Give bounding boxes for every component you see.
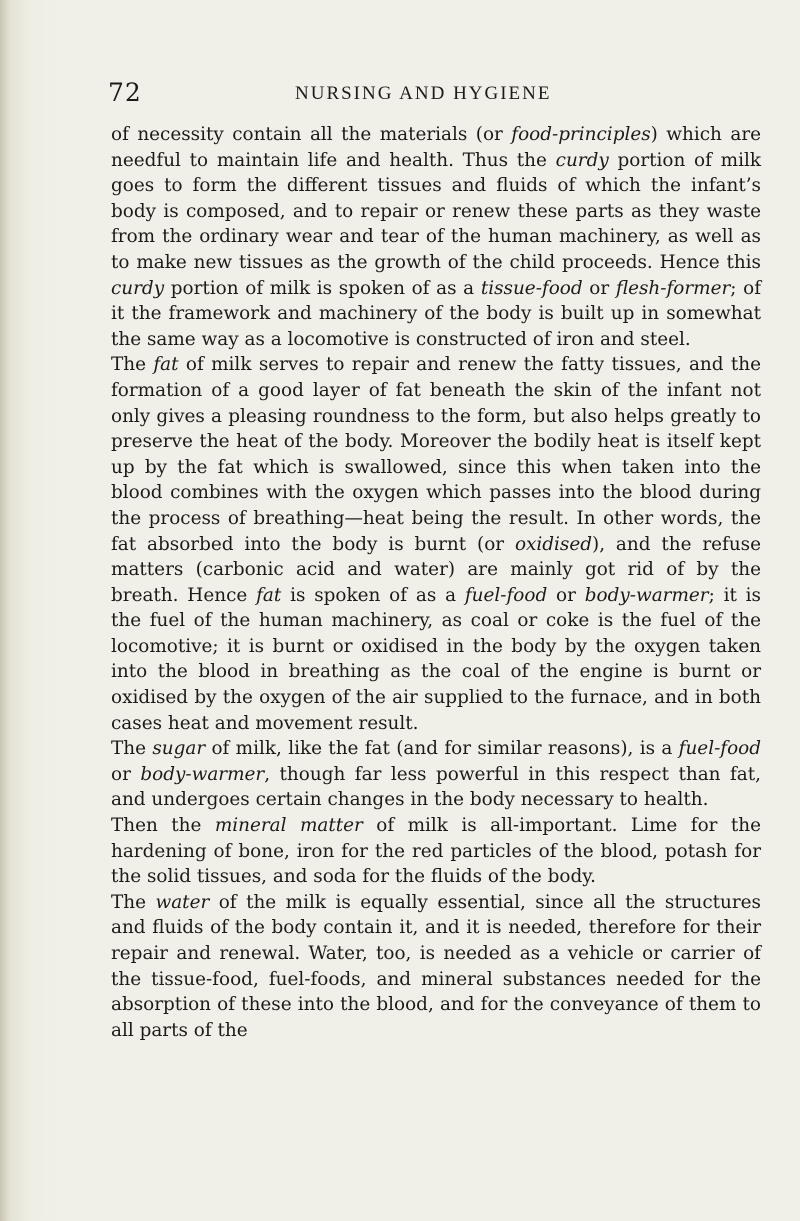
text-run: or — [547, 584, 585, 606]
italic-term: mineral matter — [214, 815, 363, 837]
text-run: ; of it the framework and machinery of the body is built up in somewhat the same way as a locomotive is constructed of iron and steel. — [111, 277, 761, 350]
italic-term: body-warmer — [584, 584, 709, 606]
text-run: ) which are needful to maintain life and health. Thus the — [111, 124, 761, 171]
body-text — [111, 122, 761, 1043]
paragraph-milk-fat — [111, 352, 761, 736]
italic-term: fat — [153, 354, 179, 376]
text-run: Then the — [111, 815, 215, 837]
italic-term: tissue-food — [480, 277, 583, 299]
text-run: of milk is all-important. Lime for the hardening of bone, iron for the red particles of the blood, potash for the solid tissues, and soda for the fluids of the body. — [111, 815, 761, 888]
text-run: of milk serves to repair and renew the fatty tissues, and the formation of a good layer of fat beneath the skin of the infant not only gives a pleasing roundness to the form, but also helps greatly to preserve the heat of the body. Moreover the bodily heat is itself kept up by the fat which is swallowed, since this when taken into the blood combines with the oxygen which passes into the blood during the process of breathing—heat being the result. In other words, the fat absorbed into the body is burnt (or — [111, 354, 762, 555]
italic-term: curdy — [111, 277, 165, 299]
text-run: of necessity contain all the materials (or — [111, 124, 512, 145]
italic-term: body-warmer — [140, 763, 265, 785]
italic-term: fuel-food — [678, 738, 762, 760]
page-number: 72 — [108, 78, 142, 107]
paragraph-mineral-matter — [111, 813, 761, 890]
italic-term: water — [155, 891, 210, 913]
text-run: portion of milk is spoken of as a — [164, 277, 481, 299]
text-run: ; it is the fuel of the human machinery, as coal or coke is the fuel of the locomotive; it is burnt or oxidised in the body by the oxygen taken into the blood in breathing as the coal of the engine is burnt or oxidised by the oxygen of the air supplied to the furnace, and in both cases heat and movement result. — [111, 584, 761, 734]
italic-term: fuel-food — [464, 584, 548, 606]
italic-term: food-principles — [511, 124, 651, 145]
text-run: The — [111, 354, 154, 376]
italic-term: fat — [256, 584, 282, 606]
text-run: of the milk is equally essential, since all the structures and fluids of the body contain it, and it is needed, therefore for their repair and renewal. Water, too, is needed as a vehicle or carrier of the tissue-food, fuel-foods, and mineral substances needed for the absorption of these into the blood, and for the conveyance of them to all parts of the — [111, 891, 761, 1041]
text-run: of milk, like the fat (and for similar reasons), is a — [205, 738, 679, 760]
text-run: or — [111, 763, 141, 785]
paragraph-milk-sugar — [111, 736, 761, 813]
text-run: , though far less powerful in this respect than fat, and undergoes certain changes in the body necessary to health. — [111, 763, 761, 811]
paragraph-water — [111, 890, 761, 1044]
italic-term: oxidised — [514, 533, 593, 555]
text-run: is spoken of as a — [281, 584, 465, 606]
page-header — [0, 78, 800, 110]
text-run: The — [111, 738, 153, 760]
text-run: or — [582, 277, 616, 299]
running-head: NURSING AND HYGIENE — [295, 83, 552, 104]
text-run: portion of milk goes to form the different tissues and fluids of which the infant’s body is composed, and to repair or renew these parts as they waste from the ordinary wear and tear of the human machinery, as well as to make new tissues as the growth of the child proceeds. Hence this — [111, 149, 761, 273]
italic-term: curdy — [555, 149, 609, 171]
text-run: ), and the refuse matters (carbonic acid and water) are mainly got rid of by the breath. Hence — [111, 533, 762, 606]
text-run: The — [111, 891, 156, 913]
italic-term: sugar — [152, 738, 206, 760]
italic-term: flesh-former — [615, 277, 731, 299]
paragraph-milk-curd — [111, 122, 761, 352]
